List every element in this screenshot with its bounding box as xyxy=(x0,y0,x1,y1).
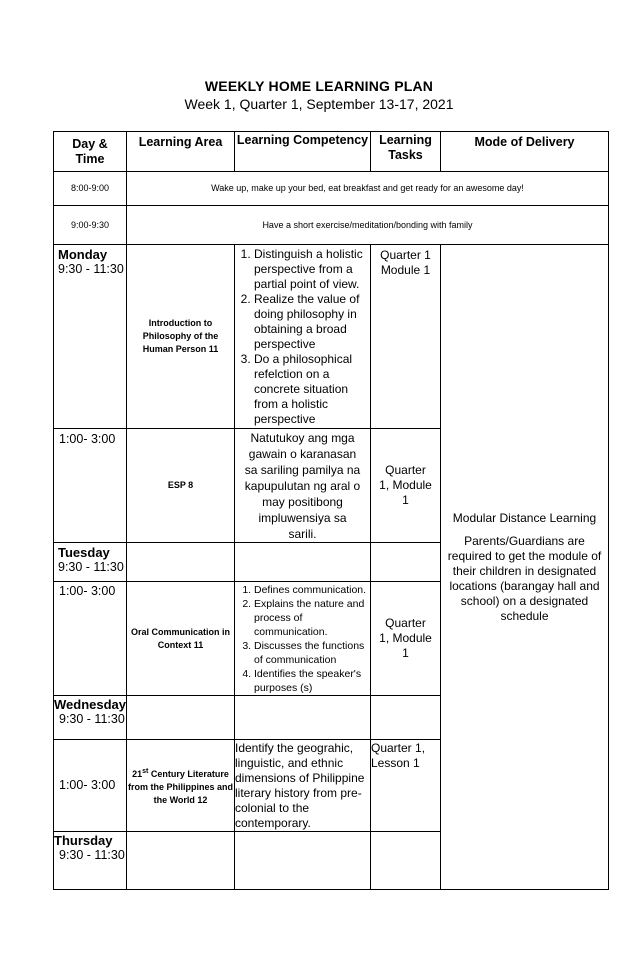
empty-cell xyxy=(371,543,441,582)
day-label: Monday xyxy=(58,247,108,262)
thursday-cell xyxy=(54,832,127,890)
time-label: 9:30 - 11:30 xyxy=(59,712,125,726)
competency-text: Identify the geograhic, linguistic, and ethnic dimensions of Philippine literary history from pre-colonial to the contemporary. xyxy=(235,740,371,832)
mode-note: Parents/Guardians are required to get the module of their children in designated locations (barangay hall and school) on a designated schedule xyxy=(447,533,602,623)
competency-item: 3. Do a philosophical refelction on a concrete situation from a holistic perspective xyxy=(254,352,368,427)
day-label: Wednesday xyxy=(54,697,127,712)
learning-area: Oral Communication in Context 11 xyxy=(127,582,235,696)
mode-of-delivery xyxy=(441,245,609,890)
header-row xyxy=(54,132,609,172)
competency-list xyxy=(235,582,371,696)
routine-row xyxy=(54,172,609,206)
learning-tasks: Quarter 1, Module 1 xyxy=(371,429,441,543)
learning-area: Introduction to Philosophy of the Human Person 11 xyxy=(127,245,235,429)
header-competency: Learning Competency xyxy=(235,132,371,172)
day-label: Thursday xyxy=(54,833,113,848)
monday-morning-row xyxy=(54,245,609,429)
area-number-suffix: st xyxy=(142,767,149,775)
routine-activity: Have a short exercise/meditation/bonding with family xyxy=(127,206,609,245)
learning-tasks: Quarter 1, Lesson 1 xyxy=(371,740,441,832)
wednesday-cell xyxy=(54,696,127,740)
competency-list xyxy=(235,245,371,429)
empty-cell xyxy=(371,832,441,890)
page-subtitle: Week 1, Quarter 1, September 13-17, 2021 xyxy=(184,96,454,112)
header-mode: Mode of Delivery xyxy=(441,132,609,172)
competency-item: 2. Explains the nature and process of communication. xyxy=(254,597,368,639)
empty-cell xyxy=(127,696,235,740)
page-title: WEEKLY HOME LEARNING PLAN xyxy=(204,78,434,94)
empty-cell xyxy=(235,832,371,890)
time-label: 9:30 - 11:30 xyxy=(58,262,124,276)
empty-cell xyxy=(235,543,371,582)
routine-time: 8:00-9:00 xyxy=(54,172,127,206)
learning-tasks: Quarter 1 Module 1 xyxy=(371,245,441,429)
empty-cell xyxy=(127,543,235,582)
day-label: Tuesday xyxy=(58,545,110,560)
empty-cell xyxy=(127,832,235,890)
header-tasks: Learning Tasks xyxy=(371,132,441,172)
empty-cell xyxy=(371,696,441,740)
area-text: Century Literature from the Philippines and the World 12 xyxy=(127,768,233,805)
learning-area xyxy=(127,740,235,832)
time-label: 1:00- 3:00 xyxy=(54,582,127,696)
tuesday-cell xyxy=(54,543,127,582)
routine-activity: Wake up, make up your bed, eat breakfast and get ready for an awesome day! xyxy=(127,172,609,206)
mode-main: Modular Distance Learning xyxy=(452,510,597,525)
competency-item: 2. Realize the value of doing philosophy in obtaining a broad perspective xyxy=(254,292,368,352)
competency-text: Natutukoy ang mga gawain o karanasan sa sariling pamilya na kapupulutan ng aral o may positibong impluwensiya sa sarili. xyxy=(235,429,371,543)
time-label: 9:30 - 11:30 xyxy=(58,560,124,574)
competency-item: 1. Distinguish a holistic perspective from a partial point of view. xyxy=(254,247,368,292)
routine-time: 9:00-9:30 xyxy=(54,206,127,245)
routine-row xyxy=(54,206,609,245)
time-label: 1:00- 3:00 xyxy=(54,429,127,543)
learning-tasks: Quarter 1, Module 1 xyxy=(371,582,441,696)
competency-item: 3. Discusses the functions of communication xyxy=(254,639,368,667)
time-label: 9:30 - 11:30 xyxy=(59,848,125,862)
area-number: 21 xyxy=(132,768,143,779)
competency-item: 1. Defines communication. xyxy=(254,583,368,597)
monday-cell xyxy=(54,245,127,429)
header-learning-area: Learning Area xyxy=(127,132,235,172)
learning-area: ESP 8 xyxy=(127,429,235,543)
competency-item: 4. Identifies the speaker's purposes (s) xyxy=(254,667,368,695)
header-day-time: Day & Time xyxy=(54,132,127,172)
empty-cell xyxy=(235,696,371,740)
time-label: 1:00- 3:00 xyxy=(54,740,127,832)
learning-plan-table xyxy=(53,131,609,890)
